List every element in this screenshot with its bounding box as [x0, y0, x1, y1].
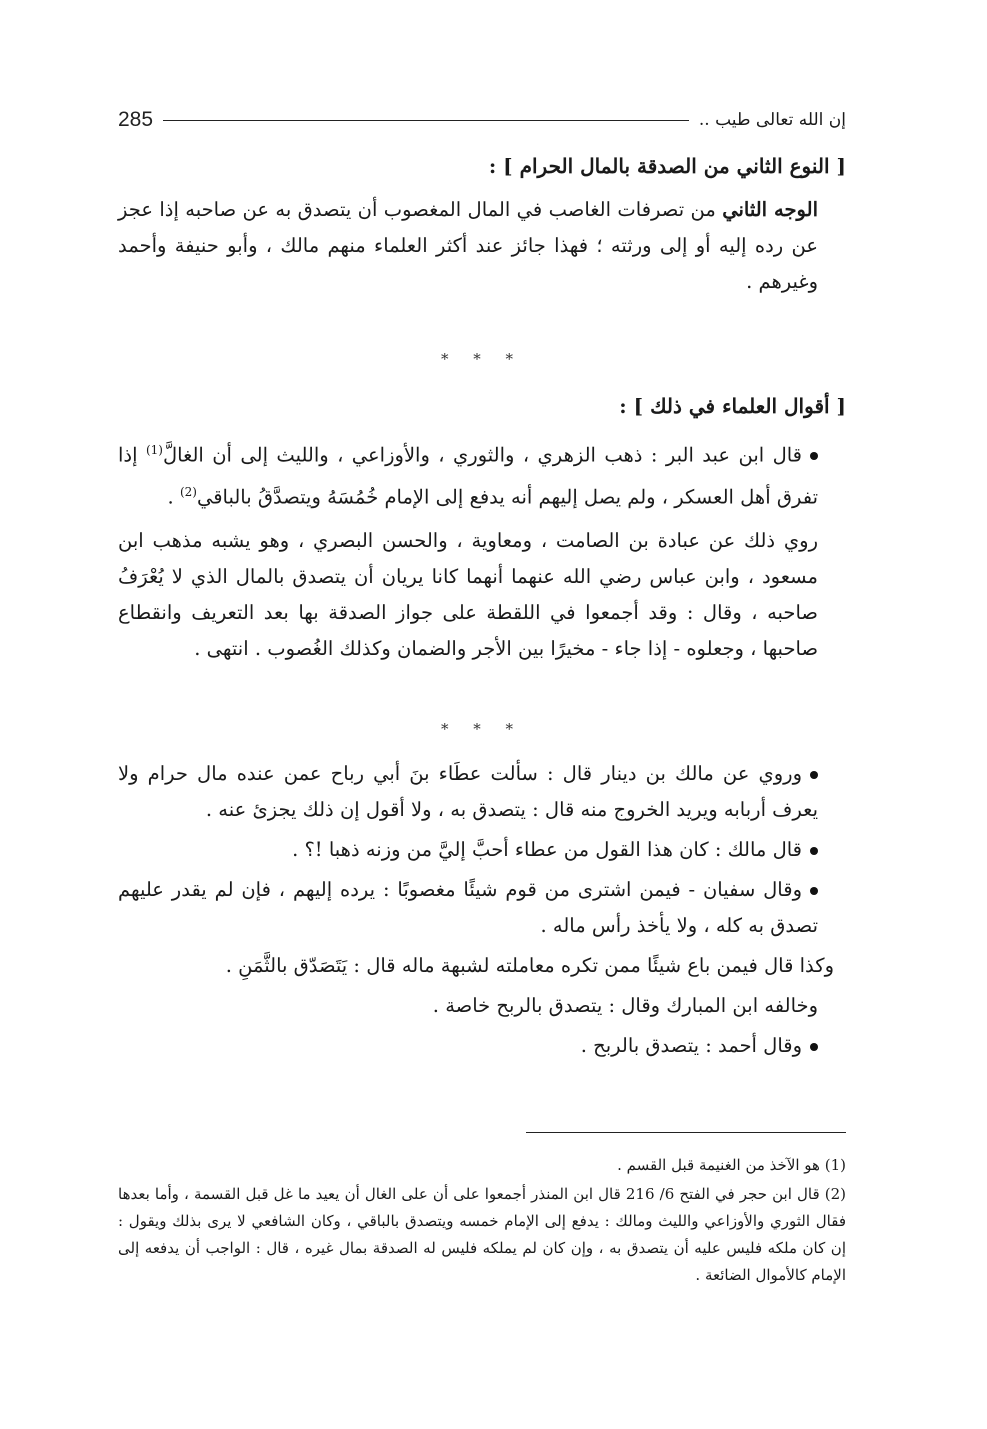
book-page — [118, 92, 846, 1332]
section-3 — [118, 756, 846, 1064]
paragraph-malik: قال مالك : كان هذا القول من عطاء أحبَّ إليَّ من وزنه ذهبا !؟ . — [118, 832, 846, 868]
header-rule — [163, 120, 689, 121]
footnote-1: (1) هو الآخذ من الغنيمة قبل القسم . — [617, 1156, 846, 1174]
lead-phrase: الوجه الثاني — [722, 198, 818, 221]
footnote-ref-2: (2) — [179, 484, 197, 499]
running-title: إن الله تعالى طيب .. — [698, 110, 846, 130]
footnote-ref-1: (1) — [145, 443, 163, 457]
page-number: 285 — [118, 108, 154, 131]
paragraph-ibn-almubarak: وخالفه ابن المبارك وقال : يتصدق بالربح خاصة . — [432, 994, 818, 1017]
section-heading-2: [ أقوال العلماء في ذلك ] : — [619, 394, 846, 418]
paragraph-narrators: روي ذلك عن عبادة بن الصامت ، ومعاوية ، والحسن البصري ، وهو يشبه مذهب ابن مسعود ، وابن عباس رضي الله عنهما أنهما كانا يريان أن يتصدق بالمال الذي لا يُعْرَفُ صاحبه ، وقال : وقد أجمعوا في اللقطة على جواز الصدقة بها بعد التعريف وانقطاع صاحبها ، وجعلوه - إذا جاء - مخيرًا بين الأجر والضمان وكذلك الغُصوب . انتهى . — [118, 529, 818, 660]
section-heading-1: [ النوع الثاني من الصدقة بالمال الحرام ] : — [488, 154, 846, 178]
bullet-icon — [810, 847, 818, 855]
bullet-icon — [810, 771, 818, 779]
section-2 — [118, 394, 846, 667]
paragraph-1-body: من تصرفات الغاصب في المال المغصوب أن يتصدق به عن صاحبه إذا عجز عن رده إليه أو إلى ورثته ؛ فهذا جائز عند أكثر العلماء منهم مالك ، وأبو حنيفة وأحمد وغيرهم . — [118, 198, 818, 293]
paragraph-sale: وكذا قال فيمن باع شيئًا ممن تكره معاملته لشبهة ماله قال : يَتَصَدّق بالثَّمَنِ . — [225, 954, 834, 977]
footnotes — [118, 1152, 846, 1289]
bullet-icon — [810, 887, 818, 895]
footnote-rule — [526, 1132, 846, 1133]
paragraph-1 — [118, 192, 846, 300]
paragraph-sufyan: وقال سفيان - فيمن اشترى من قوم شيئًا مغصوبًا : يرده إليهم ، فإن لم يقدر عليهم تصدق به كله ، ولا يأخذ رأس ماله . — [118, 878, 818, 937]
paragraph-ahmad: وقال أحمد : يتصدق بالربح . — [118, 1028, 846, 1064]
paragraph-ibn-abd-albarr: قال ابن عبد البر : ذهب الزهري ، والثوري ، والأوزاعي ، والليث إلى أن الغالَّ$^{(1)}$ إذا تفرق أهل العسكر ، ولم يصل إليهم أنه يدفع إلى الإمام خُمُسَهُ ويتصدَّقُ بالباقي$^{(2)}$ . — [118, 443, 818, 508]
bullet-icon — [810, 452, 818, 460]
separator-2: * * * — [440, 720, 524, 738]
bullet-icon — [810, 1043, 818, 1051]
paragraph-malik-bin-dinar: وروي عن مالك بن دينار قال : سألت عطَاء بنَ أبي رباح عمن عنده مال حرام ولا يعرف أربابه ويريد الخروج منه قال : يتصدق به ، ولا أقول إن ذلك يجزئ عنه . — [118, 762, 818, 821]
section-1 — [118, 154, 846, 300]
running-head — [118, 106, 846, 134]
separator-1: * * * — [440, 350, 524, 368]
footnote-2: (2) قال ابن حجر في الفتح 6/ 216 قال ابن المنذر أجمعوا على أن على الغال أن يعيد ما غل قبل القسمة ، وأما بعدها فقال الثوري والأوزاعي والليث ومالك : يدفع إلى الإمام خمسه ويتصدق بالباقي ، وكان الشافعي لا يرى بذلك ويقول : إن كان ملكه فليس عليه أن يتصدق به ، وإن كان لم يملكه فليس له الصدقة بمال غيره ، قال : الواجب أن يدفعه إلى الإمام كالأموال الضائعة . — [118, 1185, 846, 1284]
